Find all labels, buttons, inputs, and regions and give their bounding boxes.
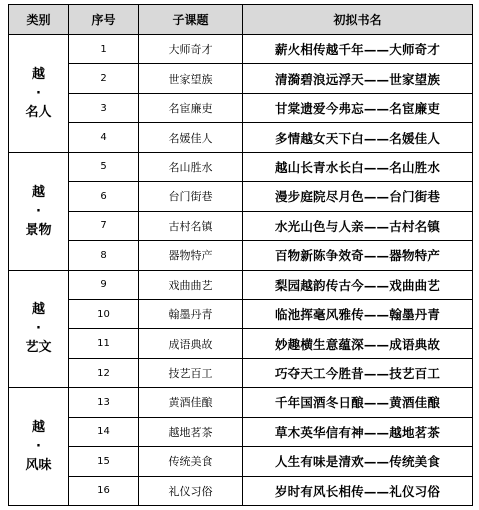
category-label-line: 名人 [25,104,52,120]
category-label-line: 越 [31,302,45,318]
category-label-line: 艺文 [25,340,52,356]
subtopic-cell: 传统美食 [139,447,243,476]
row-number: 2 [69,64,139,93]
table-row [9,35,473,64]
category-cell [9,270,69,388]
table-row [9,64,473,93]
book-name-cell: 草木英华信有神——越地茗茶 [243,417,473,446]
book-name-cell: 多情越女天下白——名媛佳人 [243,123,473,152]
table-row [9,182,473,211]
subtopic-cell: 器物特产 [139,241,243,270]
book-name-cell: 薪火相传越千年——大师奇才 [243,35,473,64]
table-body [9,35,473,506]
subtopic-cell: 技艺百工 [139,358,243,387]
book-name-cell: 漫步庭院尽月色——台门街巷 [243,182,473,211]
row-number: 12 [69,358,139,387]
subtopic-cell: 名宦廉吏 [139,93,243,122]
table-row [9,447,473,476]
book-name-cell: 人生有味是清欢——传统美食 [243,447,473,476]
header-subtopic: 子课题 [139,5,243,35]
category-label-line: 越 [31,420,45,436]
subtopic-cell: 礼仪习俗 [139,476,243,505]
book-name-cell: 越山长青水长白——名山胜水 [243,152,473,181]
subtopic-cell: 大师奇才 [139,35,243,64]
category-label-line: · [36,321,41,337]
header-book-name: 初拟书名 [243,5,473,35]
subtopic-cell: 黄酒佳酿 [139,388,243,417]
table-row [9,152,473,181]
row-number: 5 [69,152,139,181]
table-row [9,388,473,417]
category-label-line: · [36,203,41,219]
table-row [9,211,473,240]
header-row [9,5,473,35]
category-cell [9,35,69,153]
row-number: 9 [69,270,139,299]
subtopic-cell: 台门街巷 [139,182,243,211]
header-number: 序号 [69,5,139,35]
row-number: 10 [69,299,139,328]
category-cell [9,152,69,270]
book-name-cell: 巧夺天工今胜昔——技艺百工 [243,358,473,387]
book-title-table [8,4,473,506]
category-cell [9,388,69,506]
row-number: 8 [69,241,139,270]
book-name-cell: 千年国酒冬日酿——黄酒佳酿 [243,388,473,417]
table-row [9,123,473,152]
book-name-cell: 岁时有风长相传——礼仪习俗 [243,476,473,505]
row-number: 6 [69,182,139,211]
subtopic-cell: 越地茗茶 [139,417,243,446]
table-row [9,299,473,328]
category-label-line: 越 [31,184,45,200]
category-label-line: 风味 [25,458,52,474]
category-label-line: · [36,85,41,101]
subtopic-cell: 翰墨丹青 [139,299,243,328]
book-name-cell: 妙趣横生意蕴深——成语典故 [243,329,473,358]
book-name-cell: 清漪碧浪远浮天——世家望族 [243,64,473,93]
book-name-cell: 甘棠遗爱今弗忘——名宦廉吏 [243,93,473,122]
row-number: 11 [69,329,139,358]
row-number: 15 [69,447,139,476]
header-category: 类别 [9,5,69,35]
row-number: 14 [69,417,139,446]
table-row [9,358,473,387]
subtopic-cell: 名山胜水 [139,152,243,181]
row-number: 1 [69,35,139,64]
table-row [9,476,473,505]
table-row [9,329,473,358]
subtopic-cell: 戏曲曲艺 [139,270,243,299]
table-row [9,241,473,270]
subtopic-cell: 世家望族 [139,64,243,93]
table-row [9,270,473,299]
book-name-cell: 梨园越韵传古今——戏曲曲艺 [243,270,473,299]
table-row [9,417,473,446]
table-row [9,93,473,122]
category-label-line: 景物 [25,222,52,238]
category-label-line: 越 [31,66,45,82]
subtopic-cell: 成语典故 [139,329,243,358]
book-name-cell: 水光山色与人亲——古村名镇 [243,211,473,240]
row-number: 16 [69,476,139,505]
row-number: 3 [69,93,139,122]
subtopic-cell: 古村名镇 [139,211,243,240]
category-label-line: · [36,439,41,455]
row-number: 4 [69,123,139,152]
row-number: 7 [69,211,139,240]
book-name-cell: 临池挥毫风雅传——翰墨丹青 [243,299,473,328]
subtopic-cell: 名媛佳人 [139,123,243,152]
book-name-cell: 百物新陈争效奇——器物特产 [243,241,473,270]
row-number: 13 [69,388,139,417]
